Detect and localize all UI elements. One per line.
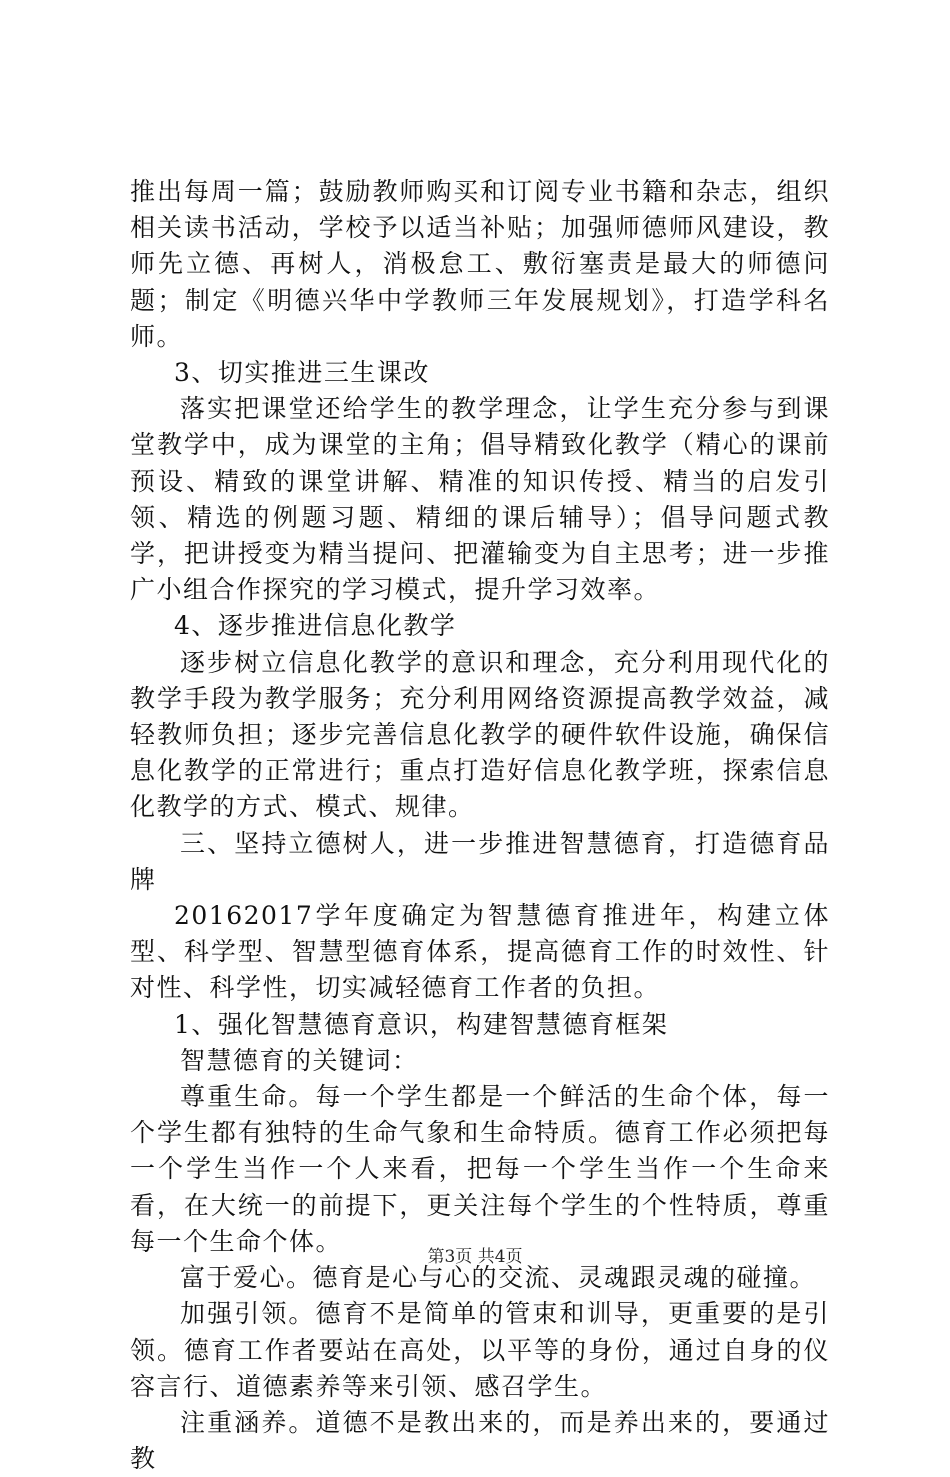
paragraph: 20162017学年度确定为智慧德育推进年，构建立体型、科学型、智慧型德育体系，提高德育工作的时效性、针对性、科学性，切实减轻德育工作者的负担。: [130, 901, 830, 1003]
section-heading: 1、强化智慧德育意识，构建智慧德育框架: [174, 1009, 669, 1039]
body-text: [130, 174, 830, 1477]
paragraph: 加强引领。德育不是简单的管束和训导，更重要的是引领。德育工作者要站在高处，以平等的身份，通过自身的仪容言行、道德素养等来引领、感召学生。: [130, 1299, 830, 1401]
page-footer: 第3页 共4页: [427, 1247, 523, 1267]
paragraph: 尊重生命。每一个学生都是一个鲜活的生命个体，每一个学生都有独特的生命气象和生命特质。德育工作必须把每一个学生当作一个人来看，把每一个学生当作一个生命来看，在大统一的前提下，更关注每个学生的个性特质，尊重每一个生命个体。: [130, 1082, 830, 1256]
section-heading: 三、坚持立德树人，进一步推进智慧德育，打造德育品牌: [130, 828, 830, 894]
paragraph: 富于爱心。德育是心与心的交流、灵魂跟灵魂的碰撞。: [180, 1263, 817, 1293]
section-heading: 4、逐步推进信息化教学: [174, 611, 457, 641]
paragraph: 推出每周一篇；鼓励教师购买和订阅专业书籍和杂志，组织相关读书活动，学校予以适当补贴；加强师德师风建设，教师先立德、再树人，消极怠工、敷衍塞责是最大的师德问题；制定《明德兴华中学教师三年发展规划》，打造学科名师。: [130, 177, 830, 351]
section-heading: 3、切实推进三生课改: [174, 358, 430, 388]
paragraph: 落实把课堂还给学生的教学理念，让学生充分参与到课堂教学中，成为课堂的主角；倡导精致化教学（精心的课前预设、精致的课堂讲解、精准的知识传授、精当的启发引领、精选的例题习题、精细的课后辅导）；倡导问题式教学，把讲授变为精当提问、把灌输变为自主思考；进一步推广小组合作探究的学习模式，提升学习效率。: [130, 394, 830, 605]
paragraph: 智慧德育的关键词：: [180, 1045, 419, 1075]
paragraph: 注重涵养。道德不是教出来的，而是养出来的，要通过教: [130, 1407, 830, 1474]
paragraph: 逐步树立信息化教学的意识和理念，充分利用现代化的教学手段为教学服务；充分利用网络资源提高教学效益，减轻教师负担；逐步完善信息化教学的硬件软件设施，确保信息化教学的正常进行；重点打造好信息化教学班，探索信息化教学的方式、模式、规律。: [130, 647, 830, 822]
